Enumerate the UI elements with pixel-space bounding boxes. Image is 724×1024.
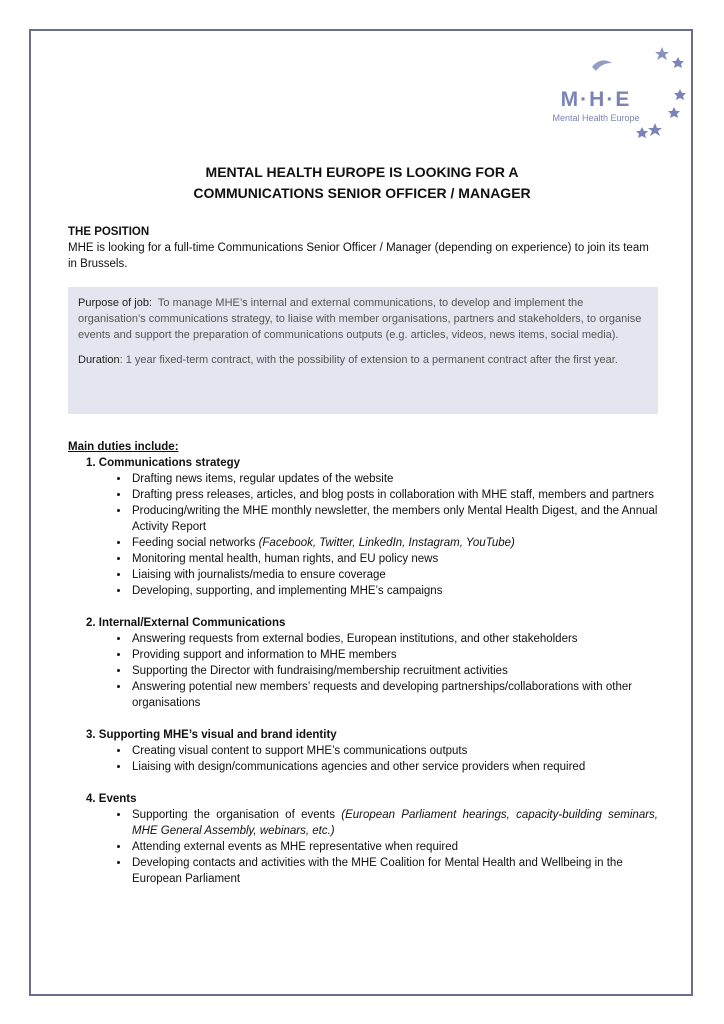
list-item-text: Feeding social networks	[132, 537, 259, 549]
list-item: • Creating visual content to support MHE’s communications outputs	[130, 743, 658, 759]
duties-section	[68, 439, 658, 903]
section-title: 3. Supporting MHE’s visual and brand identity	[86, 729, 337, 741]
list-item-italic: (Facebook, Twitter, LinkedIn, Instagram, YouTube)	[258, 537, 515, 549]
list-item: • Answering requests from external bodies, European institutions, and other stakeholders	[130, 631, 658, 647]
section-title: 4. Events	[86, 793, 137, 805]
position-text: MHE is looking for a full-time Communications Senior Officer / Manager (depending on experience) to join its team in Brussels.	[68, 242, 649, 270]
page-title	[80, 162, 644, 204]
purpose-paragraph	[78, 295, 648, 343]
section-visual-identity	[68, 727, 658, 775]
duration-paragraph	[78, 352, 648, 368]
list-item: • Drafting news items, regular updates of the website	[130, 471, 658, 487]
title-line-1: MENTAL HEALTH EUROPE IS LOOKING FOR A	[205, 164, 519, 180]
list-item: • Liaising with design/communications agencies and other service providers when required	[130, 759, 658, 775]
logo-name: Mental Health Europe	[552, 113, 640, 123]
list-item	[130, 535, 658, 551]
duty-list	[68, 631, 658, 711]
list-item: • Producing/writing the MHE monthly newsletter, the members only Mental Health Digest, and the Annual Activity Report	[130, 503, 658, 535]
logo-letters: M·H·E	[560, 88, 632, 111]
summary-box	[68, 287, 658, 414]
list-item: • Attending external events as MHE representative when required	[130, 839, 658, 855]
logo	[546, 88, 646, 123]
list-item	[130, 807, 658, 839]
duties-title: Main duties include:	[68, 441, 179, 453]
purpose-label: Purpose of job:	[78, 297, 152, 309]
position-section	[68, 224, 658, 272]
section-title: 1. Communications strategy	[86, 457, 241, 469]
list-item: • Answering potential new members’ requests and developing partnerships/collaborations with other organisations	[130, 679, 658, 711]
duration-label: Duration	[78, 354, 120, 366]
section-title: 2. Internal/External Communications	[86, 617, 286, 629]
purpose-text: To manage MHE’s internal and external communications, to develop and implement the organisation’s communications strategy, to liaise with member organisations, partners and stakeholders, to organise events and support the preparation of communications outputs (e.g. articles, videos, news items, social media).	[78, 297, 642, 341]
list-item: • Developing, supporting, and implementing MHE’s campaigns	[130, 583, 658, 599]
duty-list	[68, 743, 658, 775]
position-heading: THE POSITION	[68, 226, 150, 238]
duty-list	[68, 471, 658, 599]
section-internal-external	[68, 615, 658, 711]
section-events	[68, 791, 658, 887]
title-line-2: COMMUNICATIONS SENIOR OFFICER / MANAGER	[193, 185, 531, 201]
list-item: • Liaising with journalists/media to ensure coverage	[130, 567, 658, 583]
list-item: • Drafting press releases, articles, and blog posts in collaboration with MHE staff, members and partners	[130, 487, 658, 503]
section-communications-strategy	[68, 455, 658, 599]
duration-text: : 1 year fixed-term contract, with the possibility of extension to a permanent contract after the first year.	[119, 354, 618, 366]
list-item-text: Supporting the organisation of events	[132, 809, 342, 821]
list-item: • Providing support and information to MHE members	[130, 647, 658, 663]
list-item: • Developing contacts and activities with the MHE Coalition for Mental Health and Wellbeing in the European Parliament	[130, 855, 658, 887]
list-item: • Supporting the Director with fundraising/membership recruitment activities	[130, 663, 658, 679]
list-item-italic: (European Parliament hearings, capacity-building seminars, MHE General Assembly, webinars, etc.)	[132, 809, 658, 837]
duty-list	[68, 807, 658, 887]
list-item: • Monitoring mental health, human rights, and EU policy news	[130, 551, 658, 567]
